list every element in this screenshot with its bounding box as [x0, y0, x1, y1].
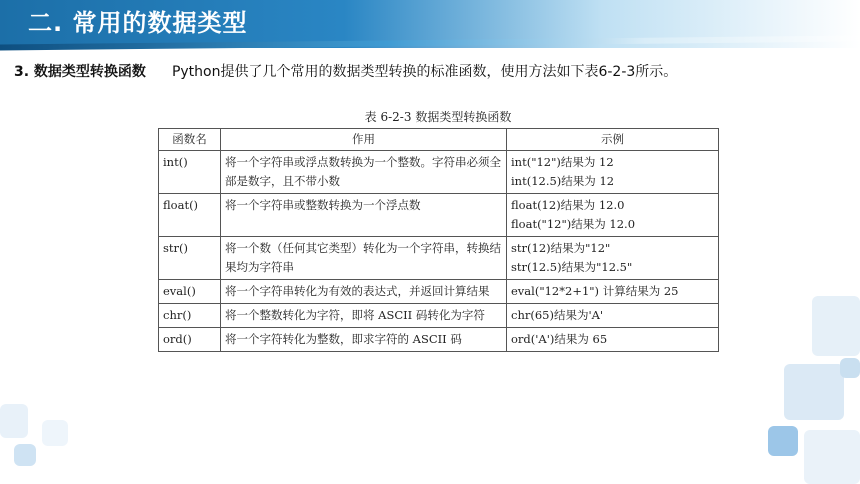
table-row [159, 194, 719, 237]
table-header-row [159, 129, 719, 151]
function-example [507, 304, 719, 328]
decor-square [768, 426, 798, 456]
function-name: chr() [159, 304, 221, 328]
function-desc: 将一个字符串或浮点数转换为一个整数。字符串必须全部是数字，且不带小数 [221, 151, 507, 194]
table-row [159, 151, 719, 194]
decor-square [840, 358, 860, 378]
table-row [159, 237, 719, 280]
function-desc: 将一个字符转化为整数，即求字符的 ASCII 码 [221, 328, 507, 352]
decor-square [804, 430, 860, 484]
function-example [507, 194, 719, 237]
section-heading: 3. 数据类型转换函数 [14, 64, 146, 80]
function-example [507, 280, 719, 304]
example-line: float(12)结果为 12.0 [511, 198, 625, 212]
function-example [507, 151, 719, 194]
table-row [159, 304, 719, 328]
example-line: chr(65)结果为'A' [511, 308, 604, 322]
header-function-name: 函数名 [159, 129, 221, 151]
example-line: float("12")结果为 12.0 [511, 217, 636, 231]
decor-square [14, 444, 36, 466]
function-example [507, 237, 719, 280]
example-line: str(12)结果为"12" [511, 241, 611, 255]
function-example [507, 328, 719, 352]
header-purpose: 作用 [221, 129, 507, 151]
function-name: float() [159, 194, 221, 237]
table-row [159, 280, 719, 304]
function-desc: 将一个整数转化为字符，即将 ASCII 码转化为字符 [221, 304, 507, 328]
decor-square [812, 296, 860, 356]
function-desc: 将一个字符串或整数转换为一个浮点数 [221, 194, 507, 237]
example-line: eval("12*2+1") 计算结果为 25 [511, 284, 679, 298]
page-title: 二. 常用的数据类型 [28, 9, 248, 37]
header-example: 示例 [507, 129, 719, 151]
example-line: str(12.5)结果为"12.5" [511, 260, 633, 274]
decor-square [0, 404, 28, 438]
example-line: ord('A')结果为 65 [511, 332, 608, 346]
function-desc: 将一个字符串转化为有效的表达式，并返回计算结果 [221, 280, 507, 304]
decor-square [784, 364, 844, 420]
example-line: int("12")结果为 12 [511, 155, 614, 169]
example-line: int(12.5)结果为 12 [511, 174, 615, 188]
intro-line [14, 60, 854, 84]
table-caption: 表 6-2-3 数据类型转换函数 [364, 110, 512, 124]
table-row [159, 328, 719, 352]
decor-square [42, 420, 68, 446]
function-name: int() [159, 151, 221, 194]
function-desc: 将一个数（任何其它类型）转化为一个字符串，转换结果均为字符串 [221, 237, 507, 280]
conversion-table [158, 128, 719, 352]
function-name: eval() [159, 280, 221, 304]
function-name: str() [159, 237, 221, 280]
function-name: ord() [159, 328, 221, 352]
intro-text: Python提供了几个常用的数据类型转换的标准函数，使用方法如下表6-2-3所示。 [171, 64, 678, 80]
